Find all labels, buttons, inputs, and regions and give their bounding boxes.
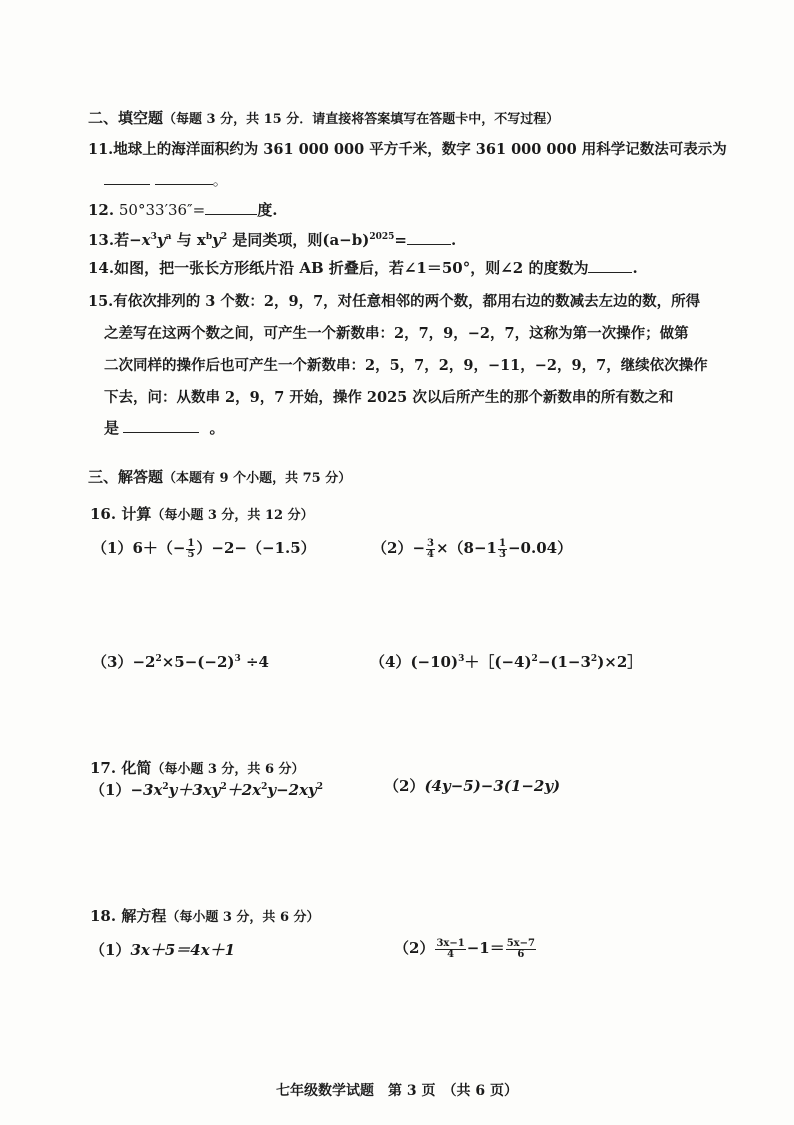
q18-part2-label: （2） [394, 939, 435, 957]
q16-part4-a: (−10) [410, 653, 459, 671]
q15-line1: 15.有依次排列的 3 个数：2，9，7，对任意相邻的两个数，都用右边的数减去左边的数，所得 [88, 293, 701, 310]
q16-part1 [92, 538, 316, 560]
section2-heading: 二、填空题 [88, 109, 164, 127]
q16-title-line [90, 504, 314, 526]
q18-part1 [90, 940, 235, 960]
q16-part4-c: −(1−3 [537, 653, 591, 671]
q16-part1-frac-den: 5 [187, 548, 195, 560]
q12 [88, 200, 277, 220]
q14-tail: . [632, 259, 638, 277]
q16-part2-frac1-den: 4 [427, 548, 434, 560]
q16-part2-c: −0.04） [507, 539, 573, 557]
q18-part2-frac1-num: 3x−1 [436, 937, 465, 949]
section3-heading: 三、解答题 [88, 468, 164, 486]
q16-part3-c: ÷4 [240, 653, 269, 671]
q16-part4 [370, 652, 642, 672]
q13-exp2: a [165, 232, 172, 242]
q13-expr: 是同类项，则(a−b) [227, 231, 370, 249]
q16-part3-exp1: 2 [155, 654, 162, 664]
q15-line5 [104, 418, 224, 438]
q16-part4-d: )×2］ [597, 653, 643, 671]
q13-exp4: 2 [220, 232, 228, 242]
section2-note: （每题 3 分，共 15 分．请直接将答案填写在答题卡中，不写过程） [163, 112, 560, 127]
q11-line1: 11.地球上的海洋面积约为 361 000 000 平方千米，数字 361 000 000 用科学记数法可表示为 [88, 141, 727, 158]
q16-part1-b: ）−2−（−1.5） [196, 539, 316, 557]
q11-blank-a[interactable] [104, 170, 150, 185]
q17-part1-exp4: 2 [316, 782, 324, 792]
q16-part1-frac-num: 1 [187, 537, 195, 549]
q16-part4-label: （4） [370, 653, 411, 671]
q17-part2 [384, 776, 560, 796]
q17-part1-b: y＋3xy [168, 781, 221, 799]
section3-note: （本题有 9 个小题，共 75 分） [163, 471, 352, 486]
section2-heading-line [88, 108, 559, 130]
section3-heading-line [88, 467, 351, 489]
q16-part3-b: ×5−(−2) [161, 653, 235, 671]
q16-part4-b: ＋［(−4) [464, 653, 532, 671]
q17-part1-d: y−2xy [267, 781, 317, 799]
q15-line5-text: 是 [104, 419, 120, 437]
q18-part1-label: （1） [90, 941, 131, 959]
q18-part2-frac1-den: 4 [447, 948, 455, 960]
q18-part2-mid: −1＝ [466, 939, 505, 957]
q18-part2-frac2-num: 5x−7 [506, 937, 535, 949]
q18-part2-fraction1 [435, 939, 465, 960]
q13-term1: −x [129, 231, 151, 249]
q13-exp1: 3 [150, 232, 157, 242]
q13-term2b: y [212, 231, 221, 249]
q18-part1-expr: 3x＋5＝4x＋1 [130, 941, 236, 959]
q13-tail: . [450, 231, 457, 249]
q15-tail: 。 [209, 419, 225, 437]
q16-part2-frac2-den: 3 [499, 548, 506, 560]
q12-tail: 度. [257, 201, 278, 219]
q16-part3-exp2: 3 [234, 654, 241, 664]
q17-part2-label: （2） [384, 777, 425, 795]
q16-part4-exp3: 2 [590, 654, 598, 664]
q16-part2-b: ×（8−1 [435, 539, 497, 557]
q15-line3: 二次同样的操作后也可产生一个新数串：2，5，7，2，9，−11，−2，9，7，继续依次操作 [104, 357, 708, 374]
q13-exp5: 2025 [369, 232, 395, 242]
q17-note: （每小题 3 分，共 6 分） [151, 762, 305, 777]
q17-part1-label: （1） [90, 781, 131, 799]
q13-exp3: b [205, 232, 213, 242]
q13-term1b: y [156, 231, 166, 249]
q16-note: （每小题 3 分，共 12 分） [151, 508, 314, 523]
q11-tail: 。 [212, 171, 228, 189]
q15-blank[interactable] [123, 418, 199, 433]
q18-part2-frac2-den: 6 [517, 948, 525, 960]
q16-part1-fraction [186, 539, 195, 560]
q16-part4-exp1: 3 [458, 654, 465, 664]
q18-part2 [394, 938, 537, 960]
q16-part1-label: （1） [92, 539, 133, 557]
q14-blank[interactable] [588, 258, 632, 273]
q12-num: 12. [88, 201, 115, 219]
q14-text: 14.如图，把一张长方形纸片沿 AB 折叠后，若∠1＝50°，则∠2 的度数为 [88, 259, 589, 277]
q16-part2-label: （2） [372, 539, 413, 557]
q16-title: 16. 计算 [90, 505, 152, 523]
q16-part2 [372, 538, 572, 560]
q16-part2-a: − [412, 539, 426, 557]
page-footer: 七年级数学试题 第 3 页 （共 6 页） [276, 1083, 518, 1099]
q17-part2-expr: (4y−5)−3(1−2y) [424, 777, 561, 795]
q17-part1 [90, 780, 323, 800]
q17-part1-exp3: 2 [261, 782, 268, 792]
q15-line4: 下去，问：从数串 2，9，7 开始，操作 2025 次以后所产生的那个新数串的所有数之和 [104, 389, 674, 406]
q16-part2-fraction2 [498, 539, 507, 560]
q16-part2-frac1-num: 3 [427, 537, 434, 549]
q17-part1-exp1: 2 [162, 782, 169, 792]
q18-title-line [90, 906, 320, 928]
q17-title-line [90, 758, 305, 780]
q11-blank-b[interactable] [155, 170, 213, 185]
q16-part1-a: 6＋（− [132, 539, 186, 557]
q16-part3-label: （3） [92, 653, 133, 671]
q16-part3 [92, 652, 269, 672]
q16-part2-frac2-num: 1 [499, 537, 506, 549]
q13-num: 13.若 [88, 231, 130, 249]
q17-part1-c: ＋2x [226, 781, 262, 799]
q17-part1-exp2: 2 [220, 782, 227, 792]
q15-line2: 之差写在这两个数之间，可产生一个新数串：2，7，9，−2，7，这称为第一次操作；做第 [104, 325, 689, 342]
q13 [88, 230, 456, 250]
q17-title: 17. 化简 [90, 759, 152, 777]
q18-title: 18. 解方程 [90, 907, 167, 925]
q13-term2: 与 x [171, 231, 206, 249]
q18-part2-fraction2 [506, 939, 536, 960]
q13-blank[interactable] [407, 230, 451, 245]
q18-note: （每小题 3 分，共 6 分） [166, 910, 320, 925]
q12-expr: 50°33′36″= [118, 201, 206, 219]
q16-part4-exp2: 2 [531, 654, 538, 664]
q16-part3-a: −2 [132, 653, 156, 671]
q12-blank[interactable] [205, 200, 257, 215]
q14 [88, 258, 638, 278]
q11-answer-line [104, 170, 228, 190]
q13-eq: = [394, 231, 407, 249]
q17-part1-a: −3x [130, 781, 163, 799]
q16-part2-fraction1 [426, 539, 435, 560]
